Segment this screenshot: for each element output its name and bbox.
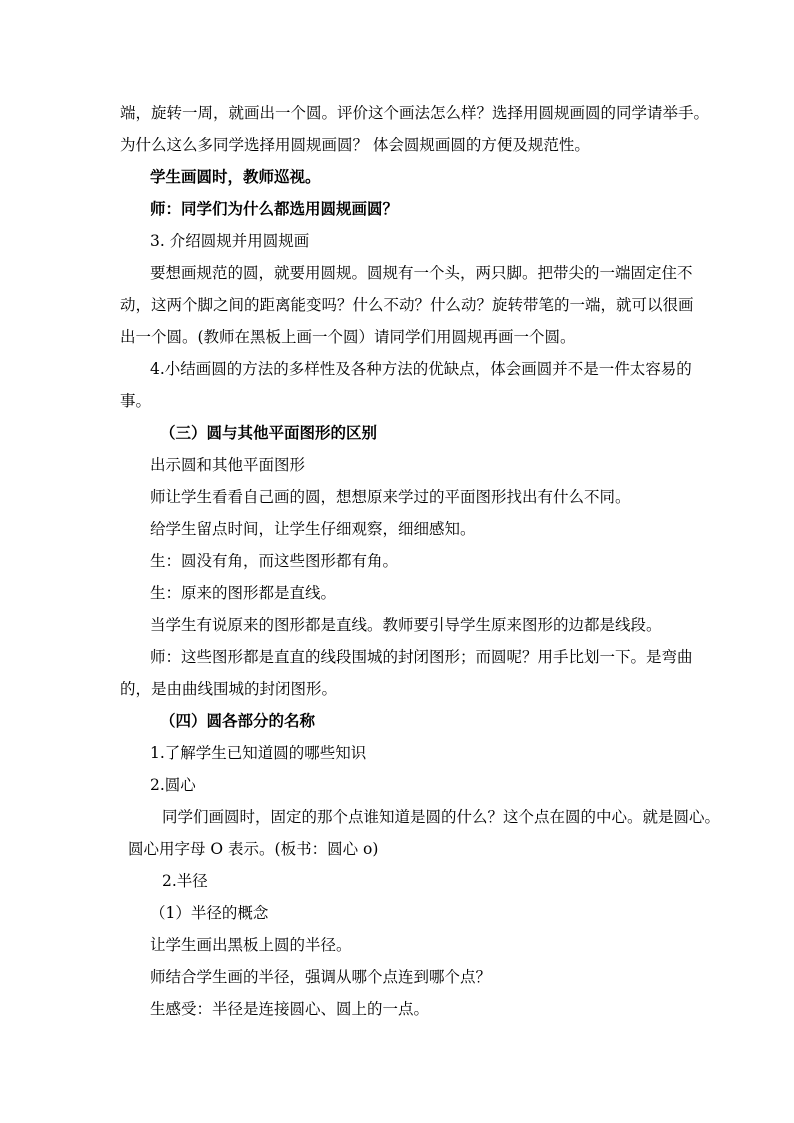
step-heading: 2.圆心 xyxy=(150,776,196,794)
step-heading: 4.小结画圆的方法的多样性及各种方法的优缺点，体会画圆并不是一件太容易的 xyxy=(150,360,692,378)
step-heading: 1.了解学生已知道圆的哪些知识 xyxy=(150,744,367,762)
paragraph-line: 生：圆没有角，而这些图形都有角。 xyxy=(150,552,399,570)
paragraph-line: 师：同学们为什么都选用圆规画圆？ xyxy=(150,199,399,218)
paragraph-line: 让学生画出黑板上圆的半径。 xyxy=(150,936,352,954)
paragraph-line: 当学生有说原来的图形都是直线。教师要引导学生原来图形的边都是线段。 xyxy=(150,616,662,634)
paragraph-line: 圆心用字母 O 表示。(板书：圆心 o) xyxy=(128,840,379,858)
paragraph-line: 学生画圆时，教师巡视。 xyxy=(150,167,321,186)
paragraph-line: 生感受：半径是连接圆心、圆上的一点。 xyxy=(150,1000,430,1018)
section-heading: （四）圆各部分的名称 xyxy=(160,711,316,730)
section-heading: （三）圆与其他平面图形的区别 xyxy=(160,423,378,442)
paragraph-line: 给学生留点时间，让学生仔细观察，细细感知。 xyxy=(150,520,476,538)
paragraph-line: 出示圆和其他平面图形 xyxy=(150,456,306,474)
paragraph-line: 师结合学生画的半径，强调从哪个点连到哪个点？ xyxy=(150,968,492,986)
paragraph-line: 师：这些图形都是直直的线段围城的封闭图形；而圆呢？用手比划一下。是弯曲 xyxy=(150,648,693,666)
paragraph-line: 为什么这么多同学选择用圆规画圆？ 体会圆规画圆的方便及规范性。 xyxy=(120,136,590,154)
paragraph-line: 出一个圆。(教师在黑板上画一个圆）请同学们用圆规再画一个圆。 xyxy=(120,328,576,346)
paragraph-line: 同学们画圆时，固定的那个点谁知道是圆的什么？这个点在圆的中心。就是圆心。 xyxy=(162,808,721,826)
paragraph-line: 的，是由曲线围城的封闭图形。 xyxy=(120,680,338,698)
paragraph-line: 要想画规范的圆，就要用圆规。圆规有一个头，两只脚。把带尖的一端固定住不 xyxy=(150,264,693,282)
paragraph-line: 端，旋转一周，就画出一个圆。评价这个画法怎么样？选择用圆规画圆的同学请举手。 xyxy=(120,104,710,122)
document-body xyxy=(120,97,720,1025)
step-heading: 3. 介绍圆规并用圆规画 xyxy=(150,232,310,250)
sub-heading: （1）半径的概念 xyxy=(150,904,269,922)
paragraph-line: 事。 xyxy=(120,392,152,410)
step-heading: 2.半径 xyxy=(162,872,208,890)
paragraph-line: 师让学生看看自己画的圆，想想原来学过的平面图形找出有什么不同。 xyxy=(150,488,631,506)
paragraph-line: 动，这两个脚之间的距离能变吗？什么不动？什么动？旋转带笔的一端，就可以很画 xyxy=(120,296,694,314)
paragraph-line: 生：原来的图形都是直线。 xyxy=(150,584,337,602)
